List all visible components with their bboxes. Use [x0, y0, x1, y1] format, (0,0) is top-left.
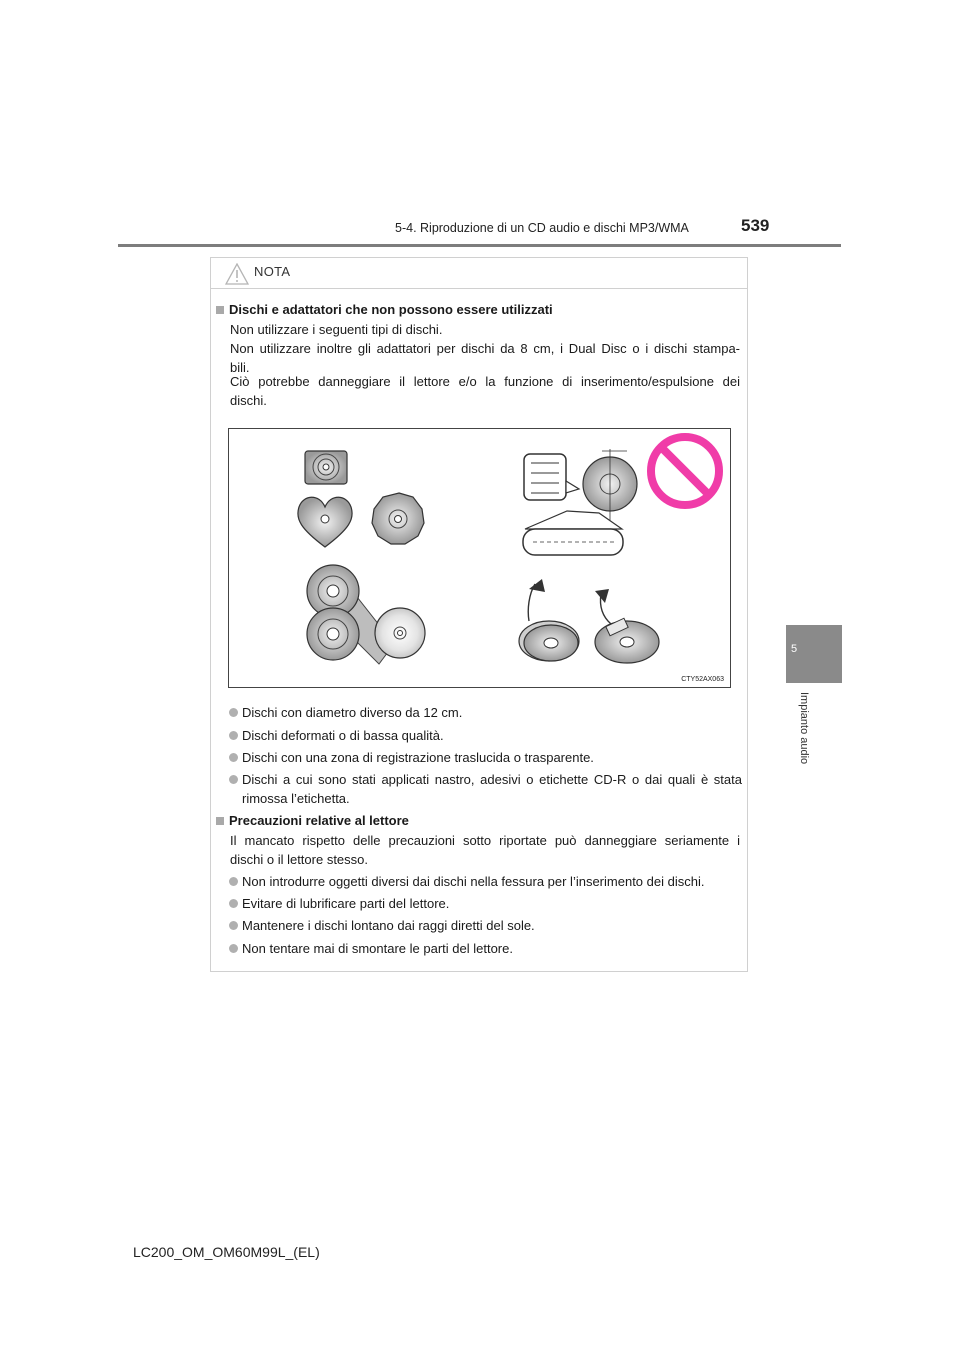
section2-line-1: Il mancato rispetto delle precauzioni sotto riportate può danneggiare seriamente i — [230, 833, 740, 848]
section1-bullet-1: Dischi con diametro diverso da 12 cm. — [242, 705, 463, 720]
section1-line-4: Ciò potrebbe danneggiare il lettore e/o la funzione di inserimento/espulsione dei — [230, 374, 740, 389]
polygon-disc-icon — [372, 493, 424, 544]
section2-heading: Precauzioni relative al lettore — [216, 811, 409, 830]
bullet-icon — [229, 921, 238, 930]
warning-icon — [225, 263, 249, 285]
bullet-icon — [229, 731, 238, 740]
note-title: NOTA — [254, 264, 291, 279]
bullet-icon — [229, 708, 238, 717]
footer-model-code: LC200_OM_OM60M99L_(EL) — [133, 1244, 320, 1260]
page-number: 539 — [741, 216, 770, 235]
translucent-disc-icon — [523, 449, 637, 555]
bullet-icon — [229, 775, 238, 784]
chapter-number: 5 — [791, 643, 798, 655]
section1-line-2: Non utilizzare inoltre gli adattatori per dischi da 8 cm, i Dual Disc o i dischi stampa- — [230, 341, 740, 356]
adapter-discs-icon — [307, 565, 425, 664]
section2-bullet-1: Non introdurre oggetti diversi dai dischi nella fessura per l’inserimento dei dischi. — [242, 874, 705, 889]
figure-code: CTY52AX063 — [681, 676, 724, 683]
section1-bullet-3: Dischi con una zona di registrazione traslucida o trasparente. — [242, 750, 594, 765]
square-bullet-icon — [216, 306, 224, 314]
square-bullet-icon — [216, 817, 224, 825]
chapter-label: Impianto audio — [798, 692, 810, 765]
section-title: 5-4. Riproduzione di un CD audio e dischi MP3/WMA — [395, 221, 689, 235]
discs-illustration — [229, 429, 732, 689]
section1-line-1: Non utilizzare i seguenti tipi di dischi. — [230, 322, 443, 337]
bullet-icon — [229, 944, 238, 953]
bullet-icon — [229, 877, 238, 886]
note-header — [211, 258, 747, 289]
taped-disc-icon — [519, 579, 659, 663]
section2-bullet-3: Mantenere i dischi lontano dai raggi diretti del sole. — [242, 918, 535, 933]
heart-disc-icon — [298, 497, 352, 547]
bullet-icon — [229, 899, 238, 908]
section1-bullet-2: Dischi deformati o di bassa qualità. — [242, 728, 444, 743]
unusable-discs-figure — [228, 428, 731, 688]
section1-line-3: bili. — [230, 360, 250, 375]
bullet-icon — [229, 753, 238, 762]
section1-line-5: dischi. — [230, 393, 267, 408]
section1-heading: Dischi e adattatori che non possono essere utilizzati — [216, 300, 553, 319]
section1-bullet-4-line-2: rimossa l’etichetta. — [242, 791, 350, 806]
section2-bullet-4: Non tentare mai di smontare le parti del lettore. — [242, 941, 513, 956]
section2-bullet-2: Evitare di lubrificare parti del lettore. — [242, 896, 450, 911]
prohibited-sign-icon — [651, 437, 719, 505]
section1-bullet-4-line-1: Dischi a cui sono stati applicati nastro, adesivi o etichette CD-R o dai quali è stata — [242, 772, 742, 787]
square-disc-icon — [305, 451, 347, 484]
section2-line-2: dischi o il lettore stesso. — [230, 852, 369, 867]
header-rule — [118, 244, 841, 247]
